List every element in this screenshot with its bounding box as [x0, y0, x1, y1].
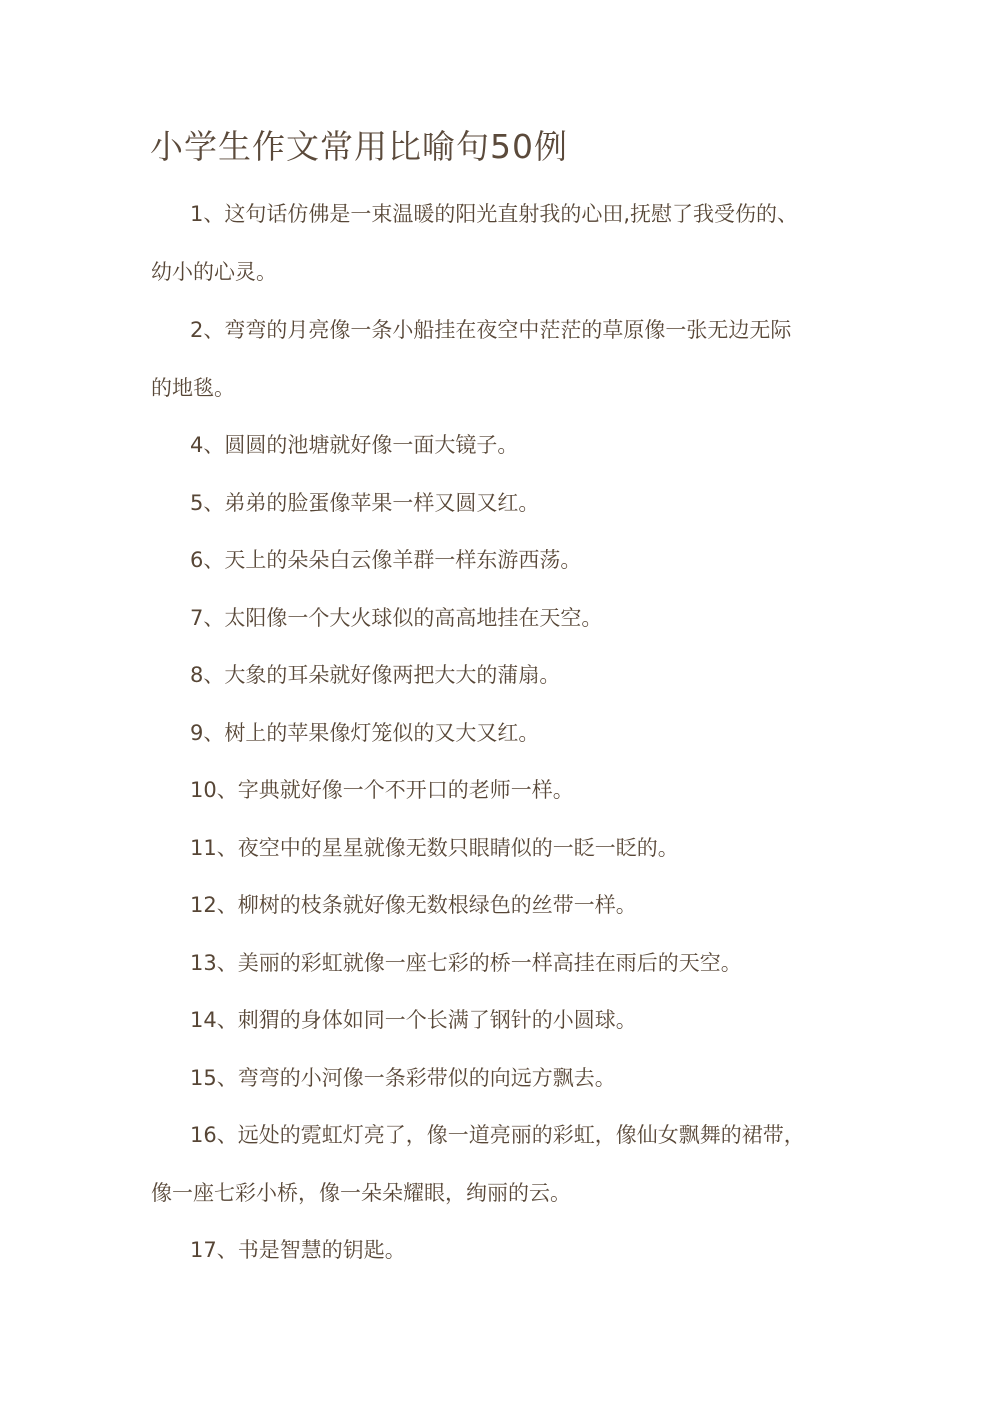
paragraph-line-4: 4、圆圆的池塘就好像一面大镜子。: [190, 433, 519, 457]
document-title: 小学生作文常用比喻句50例: [150, 127, 568, 166]
paragraph-line-14: 14、刺猬的身体如同一个长满了钢针的小圆球。: [190, 1008, 637, 1032]
paragraph-line-2-continued: 的地毯。: [151, 376, 235, 400]
paragraph-line-16-continued: 像一座七彩小桥，像一朵朵耀眼，绚丽的云。: [151, 1181, 571, 1205]
paragraph-line-10: 10、字典就好像一个不开口的老师一样。: [190, 778, 574, 802]
paragraph-line-1: 1、这句话仿佛是一束温暖的阳光直射我的心田,抚慰了我受伤的、: [190, 202, 799, 226]
paragraph-line-6: 6、天上的朵朵白云像羊群一样东游西荡。: [190, 548, 582, 572]
paragraph-line-1-continued: 幼小的心灵。: [151, 260, 277, 284]
paragraph-line-2: 2、弯弯的月亮像一条小船挂在夜空中茫茫的草原像一张无边无际: [190, 318, 792, 342]
paragraph-line-9: 9、树上的苹果像灯笼似的又大又红。: [190, 721, 540, 745]
paragraph-line-7: 7、太阳像一个大火球似的高高地挂在天空。: [190, 606, 603, 630]
paragraph-line-5: 5、弟弟的脸蛋像苹果一样又圆又红。: [190, 491, 540, 515]
paragraph-line-12: 12、柳树的枝条就好像无数根绿色的丝带一样。: [190, 893, 637, 917]
paragraph-line-13: 13、美丽的彩虹就像一座七彩的桥一样高挂在雨后的天空。: [190, 951, 742, 975]
paragraph-line-11: 11、夜空中的星星就像无数只眼睛似的一眨一眨的。: [190, 836, 679, 860]
paragraph-line-16: 16、远处的霓虹灯亮了，像一道亮丽的彩虹，像仙女飘舞的裙带，: [190, 1123, 805, 1147]
paragraph-line-8: 8、大象的耳朵就好像两把大大的蒲扇。: [190, 663, 561, 687]
paragraph-line-15: 15、弯弯的小河像一条彩带似的向远方飘去。: [190, 1066, 616, 1090]
paragraph-line-17: 17、书是智慧的钥匙。: [190, 1238, 406, 1262]
